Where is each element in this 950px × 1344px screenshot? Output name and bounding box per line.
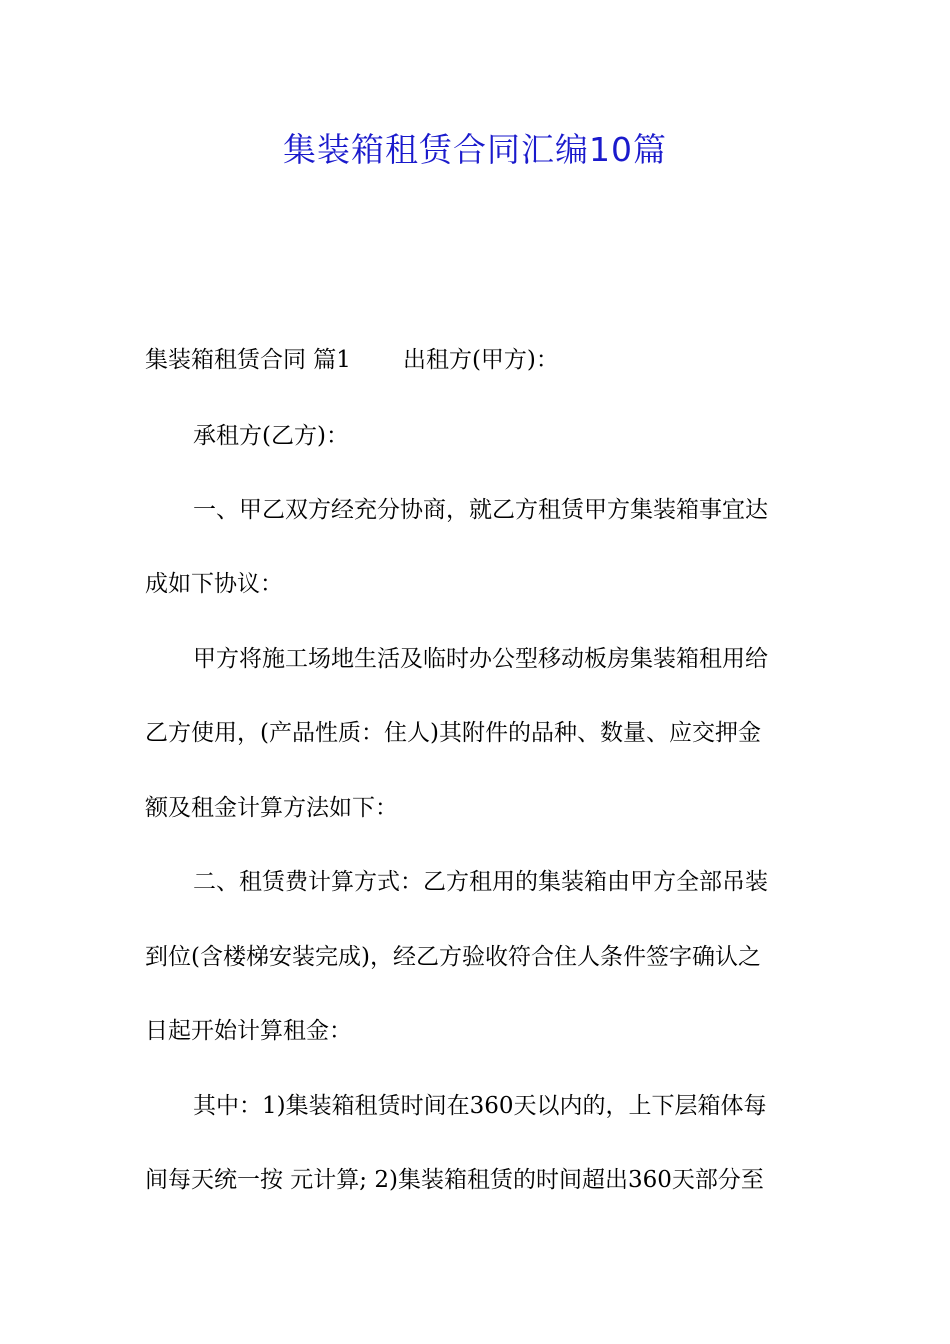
paragraph-line: 乙方使用，(产品性质：住人)其附件的品种、数量、应交押金 bbox=[145, 720, 761, 746]
paragraph-line: 间每天统一按 元计算; 2)集装箱租赁的时间超出360天部分至 bbox=[145, 1167, 764, 1193]
paragraph-line: 成如下协议： bbox=[145, 571, 283, 597]
paragraph-line: 二、租赁费计算方式：乙方租用的集装箱由甲方全部吊装 bbox=[193, 869, 768, 895]
paragraph-line: 其中：1)集装箱租赁时间在360天以内的，上下层箱体每 bbox=[193, 1093, 767, 1119]
paragraph-line: 日起开始计算租金： bbox=[145, 1018, 352, 1044]
paragraph-line: 一、甲乙双方经充分协商，就乙方租赁甲方集装箱事宜达 bbox=[193, 497, 768, 523]
paragraph-line: 到位(含楼梯安装完成)，经乙方验收符合住人条件签字确认之 bbox=[145, 944, 761, 970]
document-title: 集装箱租赁合同汇编10篇 bbox=[283, 130, 667, 169]
lessor-label: 出租方(甲方)： bbox=[402, 347, 559, 373]
paragraph-line: 甲方将施工场地生活及临时办公型移动板房集装箱租用给 bbox=[193, 646, 768, 672]
paragraph-line: 额及租金计算方法如下： bbox=[145, 795, 398, 821]
paragraph-line bbox=[145, 344, 810, 376]
section-heading: 集装箱租赁合同 篇1 bbox=[145, 347, 351, 373]
lessee-label: 承租方(乙方)： bbox=[193, 423, 349, 449]
